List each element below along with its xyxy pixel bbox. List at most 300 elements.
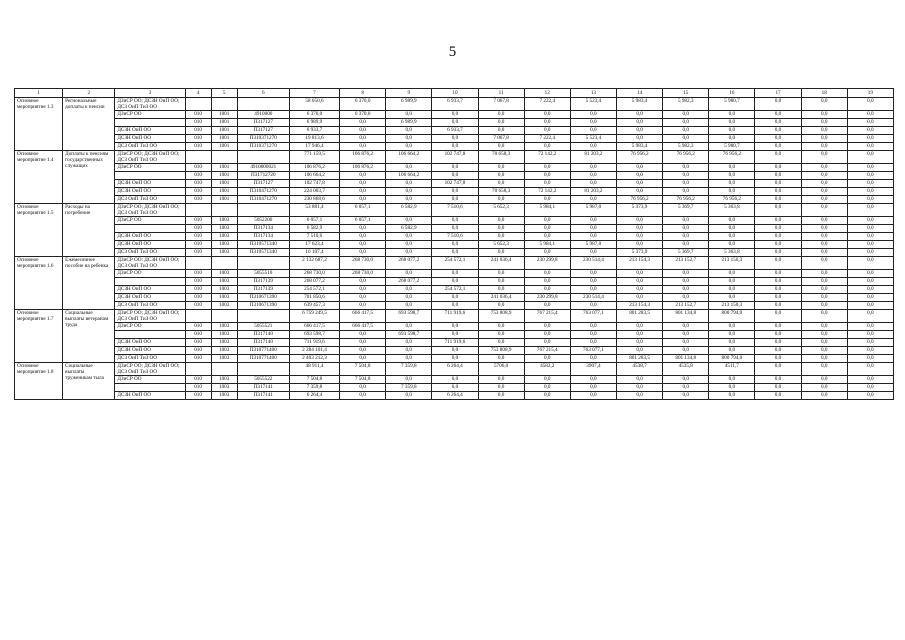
- amount-cell: 0,0: [478, 196, 524, 204]
- code-cell: П317139: [237, 278, 289, 286]
- amount-cell: 0,0: [340, 339, 386, 347]
- executor-cell: ДСЗН ОиП ОО: [115, 339, 185, 347]
- column-header: 4: [185, 89, 211, 98]
- column-header: 5: [211, 89, 237, 98]
- amount-cell: 0,0: [755, 188, 801, 196]
- code-cell: 010: [185, 355, 211, 363]
- amount-cell: 6 933,7: [432, 98, 478, 111]
- amount-cell: 0,0: [755, 286, 801, 294]
- amount-cell: 800 794,0: [709, 310, 755, 323]
- table-row: [15, 135, 894, 143]
- amount-cell: 0,0: [801, 257, 847, 270]
- amount-cell: 0,0: [755, 270, 801, 278]
- amount-cell: 0,0: [432, 347, 478, 355]
- code-cell: 1003: [211, 376, 237, 384]
- executor-cell: ДСЗН ОиП ОО: [115, 127, 185, 135]
- code-cell: 010: [185, 135, 211, 143]
- amount-cell: 0,0: [755, 172, 801, 180]
- amount-cell: 0,0: [524, 249, 570, 257]
- table-row: [15, 392, 894, 400]
- column-header: 13: [570, 89, 616, 98]
- amount-cell: 0,0: [755, 164, 801, 172]
- amount-cell: 0,0: [432, 278, 478, 286]
- amount-cell: 0,0: [663, 331, 709, 339]
- amount-cell: 0,0: [663, 233, 709, 241]
- code-cell: 1003: [211, 323, 237, 331]
- executor-cell: ДЗиСР ОО; ДСЗН ОиП ОО; ДСЗ ОиП ТиЗ ОО: [115, 151, 185, 164]
- code-cell: П310571340: [237, 241, 289, 249]
- amount-cell: 0,0: [478, 339, 524, 347]
- amount-cell: 0,0: [847, 249, 893, 257]
- amount-cell: 0,0: [570, 278, 616, 286]
- code-cell: 1001: [211, 172, 237, 180]
- amount-cell: 0,0: [847, 98, 893, 111]
- amount-cell: 254 572,1: [432, 257, 478, 270]
- code-cell: 010: [185, 331, 211, 339]
- executor-cell: [115, 119, 185, 127]
- amount-cell: 0,0: [340, 188, 386, 196]
- amount-cell: 0,0: [570, 376, 616, 384]
- amount-cell: 0,0: [616, 164, 662, 172]
- amount-cell: 0,0: [478, 249, 524, 257]
- column-header: 9: [386, 89, 432, 98]
- code-cell: [211, 363, 237, 376]
- amount-cell: 0,0: [386, 249, 432, 257]
- amount-cell: 0,0: [340, 196, 386, 204]
- amount-cell: 106 664,2: [289, 172, 339, 180]
- amount-cell: 6 933,7: [289, 127, 339, 135]
- amount-cell: 0,0: [340, 302, 386, 310]
- amount-cell: 0,0: [478, 302, 524, 310]
- code-cell: П310771400: [237, 347, 289, 355]
- amount-cell: 0,0: [801, 363, 847, 376]
- amount-cell: 4538,7: [616, 363, 662, 376]
- amount-cell: 0,0: [755, 376, 801, 384]
- amount-cell: 106 664,2: [386, 172, 432, 180]
- amount-cell: 53 881,4: [289, 204, 339, 217]
- code-cell: 1003: [211, 331, 237, 339]
- amount-cell: 106 664,2: [386, 151, 432, 164]
- table-row: [15, 278, 894, 286]
- amount-cell: 0,0: [616, 119, 662, 127]
- code-cell: П310371270: [237, 135, 289, 143]
- amount-cell: 0,0: [755, 233, 801, 241]
- amount-cell: 0,0: [570, 111, 616, 119]
- amount-cell: 0,0: [524, 225, 570, 233]
- amount-cell: 0,0: [755, 225, 801, 233]
- amount-cell: 0,0: [340, 225, 386, 233]
- event-description-cell: Доплаты к пенсиям государственных служащих: [63, 151, 115, 204]
- amount-cell: 0,0: [801, 172, 847, 180]
- amount-cell: 7 222,4: [524, 98, 570, 111]
- amount-cell: 0,0: [801, 241, 847, 249]
- amount-cell: 6 057,1: [289, 217, 339, 225]
- amount-cell: 0,0: [847, 151, 893, 164]
- amount-cell: 0,0: [616, 286, 662, 294]
- amount-cell: 2 403 212,3: [289, 355, 339, 363]
- amount-cell: 0,0: [340, 286, 386, 294]
- amount-cell: 0,0: [616, 180, 662, 188]
- amount-cell: 230 514,4: [570, 257, 616, 270]
- amount-cell: 213 152,7: [663, 257, 709, 270]
- amount-cell: 0,0: [524, 355, 570, 363]
- amount-cell: 0,0: [524, 119, 570, 127]
- amount-cell: 801 134,8: [663, 355, 709, 363]
- amount-cell: 213 150,3: [709, 257, 755, 270]
- code-cell: П310471270: [237, 196, 289, 204]
- amount-cell: 0,0: [340, 241, 386, 249]
- code-cell: [211, 257, 237, 270]
- amount-cell: 0,0: [755, 196, 801, 204]
- amount-cell: 0,0: [847, 188, 893, 196]
- amount-cell: 7 510,6: [432, 204, 478, 217]
- amount-cell: 0,0: [570, 127, 616, 135]
- amount-cell: 0,0: [847, 225, 893, 233]
- code-cell: 1001: [211, 180, 237, 188]
- amount-cell: 0,0: [478, 331, 524, 339]
- amount-cell: 6 582,9: [386, 204, 432, 217]
- amount-cell: 0,0: [524, 196, 570, 204]
- amount-cell: 6 989,9: [386, 98, 432, 111]
- amount-cell: 72 142,2: [524, 188, 570, 196]
- amount-cell: 268 730,0: [340, 270, 386, 278]
- amount-cell: 0,0: [847, 347, 893, 355]
- amount-cell: 0,0: [755, 119, 801, 127]
- amount-cell: 0,0: [616, 339, 662, 347]
- code-cell: 010: [185, 143, 211, 151]
- column-header: 7: [289, 89, 339, 98]
- amount-cell: 0,0: [801, 196, 847, 204]
- amount-cell: 0,0: [616, 270, 662, 278]
- amount-cell: 0,0: [570, 331, 616, 339]
- amount-cell: 0,0: [616, 323, 662, 331]
- code-cell: 1001: [211, 127, 237, 135]
- event-description-cell: Социальные выплаты ветеранам труда: [63, 310, 115, 363]
- code-cell: П310471270: [237, 188, 289, 196]
- amount-cell: 0,0: [709, 127, 755, 135]
- header-row: [15, 89, 894, 98]
- amount-cell: 711 919,6: [432, 339, 478, 347]
- amount-cell: 0,0: [663, 286, 709, 294]
- amount-cell: 268 077,2: [386, 257, 432, 270]
- amount-cell: 0,0: [801, 98, 847, 111]
- table-row: [15, 164, 894, 172]
- amount-cell: 0,0: [709, 384, 755, 392]
- table-row: [15, 217, 894, 225]
- amount-cell: 6 057,1: [340, 204, 386, 217]
- amount-cell: 241 036,4: [478, 257, 524, 270]
- amount-cell: 3907,4: [570, 363, 616, 376]
- amount-cell: 0,0: [524, 286, 570, 294]
- amount-cell: 0,0: [755, 323, 801, 331]
- amount-cell: 0,0: [801, 294, 847, 302]
- amount-cell: 213 154,3: [616, 302, 662, 310]
- amount-cell: 0,0: [847, 363, 893, 376]
- amount-cell: 0,0: [847, 294, 893, 302]
- executor-cell: ДЗиСР ОО; ДСЗН ОиП ОО; ДСЗ ОиП ТиЗ ОО: [115, 98, 185, 111]
- code-cell: 010: [185, 392, 211, 400]
- amount-cell: 0,0: [432, 302, 478, 310]
- amount-cell: 0,0: [663, 323, 709, 331]
- amount-cell: 0,0: [386, 143, 432, 151]
- code-cell: 010: [185, 196, 211, 204]
- column-header: 18: [801, 89, 847, 98]
- amount-cell: 0,0: [847, 384, 893, 392]
- amount-cell: 0,0: [616, 278, 662, 286]
- amount-cell: 76 956,2: [663, 151, 709, 164]
- amount-cell: 0,0: [432, 225, 478, 233]
- amount-cell: 0,0: [847, 286, 893, 294]
- amount-cell: 0,0: [478, 143, 524, 151]
- amount-cell: 5 369,7: [663, 249, 709, 257]
- amount-cell: 6 370,0: [340, 98, 386, 111]
- amount-cell: 0,0: [340, 135, 386, 143]
- amount-cell: 0,0: [478, 392, 524, 400]
- event-name-cell: Основное мероприятие 1.4: [15, 151, 63, 204]
- event-name-cell: Основное мероприятие 1.7: [15, 310, 63, 363]
- amount-cell: 0,0: [801, 233, 847, 241]
- amount-cell: 0,0: [616, 331, 662, 339]
- table-row: [15, 363, 894, 376]
- amount-cell: 5 363,8: [709, 204, 755, 217]
- amount-cell: 0,0: [847, 278, 893, 286]
- amount-cell: 268 730,0: [340, 257, 386, 270]
- amount-cell: 76 956,2: [616, 196, 662, 204]
- code-cell: [185, 98, 211, 111]
- amount-cell: 0,0: [847, 310, 893, 323]
- amount-cell: 7 504,8: [340, 376, 386, 384]
- amount-cell: 0,0: [709, 225, 755, 233]
- code-cell: 010: [185, 217, 211, 225]
- code-cell: 010: [185, 302, 211, 310]
- column-header: 11: [478, 89, 524, 98]
- amount-cell: 0,0: [801, 339, 847, 347]
- code-cell: [211, 98, 237, 111]
- amount-cell: 5 980,7: [709, 143, 755, 151]
- code-cell: 5055521: [237, 323, 289, 331]
- amount-cell: 0,0: [709, 188, 755, 196]
- amount-cell: 763 077,1: [570, 310, 616, 323]
- column-header: 8: [340, 89, 386, 98]
- amount-cell: 4535,8: [663, 363, 709, 376]
- amount-cell: 0,0: [432, 249, 478, 257]
- amount-cell: 7 067,8: [478, 98, 524, 111]
- amount-cell: 801 283,5: [616, 355, 662, 363]
- amount-cell: 0,0: [386, 164, 432, 172]
- amount-cell: 4582,2: [524, 363, 570, 376]
- code-cell: 1003: [211, 392, 237, 400]
- amount-cell: 7 504,8: [289, 376, 339, 384]
- code-cell: 010: [185, 286, 211, 294]
- table-row: [15, 355, 894, 363]
- code-cell: 010: [185, 249, 211, 257]
- amount-cell: 0,0: [432, 119, 478, 127]
- amount-cell: 0,0: [755, 98, 801, 111]
- code-cell: 010: [185, 111, 211, 119]
- amount-cell: 0,0: [663, 294, 709, 302]
- code-cell: 5055510: [237, 270, 289, 278]
- amount-cell: 0,0: [478, 127, 524, 135]
- amount-cell: 0,0: [663, 164, 709, 172]
- executor-cell: [115, 278, 185, 286]
- amount-cell: 0,0: [340, 172, 386, 180]
- amount-cell: 0,0: [432, 384, 478, 392]
- amount-cell: 6 057,1: [340, 217, 386, 225]
- amount-cell: 0,0: [570, 355, 616, 363]
- amount-cell: 0,0: [847, 392, 893, 400]
- amount-cell: 767 215,4: [524, 347, 570, 355]
- executor-cell: ДЗиСР ОО; ДСЗН ОиП ОО; ДСЗ ОиП ТиЗ ОО: [115, 310, 185, 323]
- amount-cell: 0,0: [386, 188, 432, 196]
- amount-cell: 106 876,2: [340, 151, 386, 164]
- table-row: [15, 143, 894, 151]
- code-cell: 1001: [211, 196, 237, 204]
- amount-cell: 0,0: [801, 111, 847, 119]
- executor-cell: ДСЗН ОиП ОО: [115, 135, 185, 143]
- amount-cell: 763 077,1: [570, 347, 616, 355]
- amount-cell: 0,0: [432, 217, 478, 225]
- amount-cell: 0,0: [709, 278, 755, 286]
- code-cell: [237, 257, 289, 270]
- amount-cell: 106 876,2: [289, 164, 339, 172]
- code-cell: [185, 310, 211, 323]
- amount-cell: 48 911,4: [289, 363, 339, 376]
- table-row: [15, 323, 894, 331]
- amount-cell: 0,0: [755, 143, 801, 151]
- amount-cell: 701 850,6: [289, 294, 339, 302]
- amount-cell: 5 983,4: [616, 98, 662, 111]
- amount-cell: 5 373,9: [616, 204, 662, 217]
- amount-cell: 0,0: [801, 180, 847, 188]
- amount-cell: 0,0: [616, 188, 662, 196]
- amount-cell: 2 284 101,4: [289, 347, 339, 355]
- amount-cell: 0,0: [478, 111, 524, 119]
- amount-cell: 76 956,2: [616, 151, 662, 164]
- amount-cell: 0,0: [340, 278, 386, 286]
- amount-cell: 0,0: [432, 143, 478, 151]
- code-cell: [237, 98, 289, 111]
- event-description-cell: Ежемесячное пособие на ребенка: [63, 257, 115, 310]
- amount-cell: 0,0: [386, 196, 432, 204]
- code-cell: 010: [185, 127, 211, 135]
- executor-cell: [115, 331, 185, 339]
- amount-cell: 0,0: [663, 225, 709, 233]
- amount-cell: 0,0: [386, 392, 432, 400]
- amount-cell: 0,0: [847, 241, 893, 249]
- amount-cell: 6 370,0: [340, 111, 386, 119]
- amount-cell: 0,0: [524, 392, 570, 400]
- amount-cell: 0,0: [709, 376, 755, 384]
- amount-cell: 0,0: [432, 196, 478, 204]
- column-header: 1: [15, 89, 63, 98]
- amount-cell: 0,0: [755, 355, 801, 363]
- amount-cell: 0,0: [616, 217, 662, 225]
- amount-cell: 0,0: [570, 249, 616, 257]
- amount-cell: 0,0: [801, 302, 847, 310]
- amount-cell: 0,0: [755, 135, 801, 143]
- table-row: [15, 196, 894, 204]
- amount-cell: 0,0: [432, 270, 478, 278]
- amount-cell: 0,0: [801, 347, 847, 355]
- amount-cell: 0,0: [524, 127, 570, 135]
- amount-cell: 0,0: [570, 392, 616, 400]
- amount-cell: 711 919,6: [289, 339, 339, 347]
- page-number: 5: [448, 44, 457, 60]
- amount-cell: 753 808,9: [478, 347, 524, 355]
- amount-cell: 0,0: [386, 127, 432, 135]
- amount-cell: 0,0: [755, 278, 801, 286]
- amount-cell: 0,0: [801, 286, 847, 294]
- amount-cell: 753 808,9: [478, 310, 524, 323]
- code-cell: 1003: [211, 217, 237, 225]
- amount-cell: 0,0: [847, 376, 893, 384]
- table-row: [15, 331, 894, 339]
- amount-cell: 0,0: [801, 249, 847, 257]
- amount-cell: 0,0: [755, 302, 801, 310]
- code-cell: П317139: [237, 286, 289, 294]
- amount-cell: 6 582,9: [386, 225, 432, 233]
- amount-cell: 0,0: [524, 331, 570, 339]
- amount-cell: 0,0: [755, 331, 801, 339]
- executor-cell: ДЗиСР ОО; ДСЗН ОиП ОО; ДСЗ ОиП ТиЗ ОО: [115, 204, 185, 217]
- column-header: 12: [524, 89, 570, 98]
- amount-cell: 0,0: [801, 355, 847, 363]
- amount-cell: 0,0: [847, 233, 893, 241]
- amount-cell: 0,0: [801, 151, 847, 164]
- amount-cell: 0,0: [478, 384, 524, 392]
- event-name-cell: Основное мероприятие 1.3: [15, 98, 63, 151]
- code-cell: 1001: [211, 111, 237, 119]
- executor-cell: ДСЗ ОиП ТиЗ ОО: [115, 196, 185, 204]
- table-row: [15, 302, 894, 310]
- amount-cell: 0,0: [663, 172, 709, 180]
- amount-cell: 0,0: [524, 384, 570, 392]
- amount-cell: 6 582,9: [289, 225, 339, 233]
- table-row: [15, 257, 894, 270]
- code-cell: [237, 363, 289, 376]
- amount-cell: 0,0: [524, 302, 570, 310]
- amount-cell: 0,0: [755, 339, 801, 347]
- code-cell: 5052200: [237, 217, 289, 225]
- code-cell: 1003: [211, 233, 237, 241]
- amount-cell: 0,0: [755, 241, 801, 249]
- amount-cell: 0,0: [386, 323, 432, 331]
- amount-cell: 0,0: [847, 339, 893, 347]
- amount-cell: 58 050,6: [289, 98, 339, 111]
- amount-cell: 0,0: [432, 135, 478, 143]
- amount-cell: 0,0: [801, 392, 847, 400]
- code-cell: П317127: [237, 180, 289, 188]
- code-cell: 010: [185, 347, 211, 355]
- amount-cell: 0,0: [340, 392, 386, 400]
- amount-cell: 241 036,4: [478, 294, 524, 302]
- code-cell: 5055522: [237, 376, 289, 384]
- table-row: [15, 127, 894, 135]
- amount-cell: 5 983,4: [616, 143, 662, 151]
- table-row: [15, 98, 894, 111]
- event-description-cell: Региональные доплаты к пенсии: [63, 98, 115, 151]
- amount-cell: 0,0: [478, 355, 524, 363]
- code-cell: [185, 204, 211, 217]
- amount-cell: 0,0: [386, 217, 432, 225]
- code-cell: 010: [185, 241, 211, 249]
- amount-cell: 0,0: [478, 225, 524, 233]
- amount-cell: 5 984,1: [524, 241, 570, 249]
- amount-cell: 0,0: [524, 270, 570, 278]
- amount-cell: 7 067,8: [478, 135, 524, 143]
- executor-cell: [115, 384, 185, 392]
- code-cell: П317127: [237, 119, 289, 127]
